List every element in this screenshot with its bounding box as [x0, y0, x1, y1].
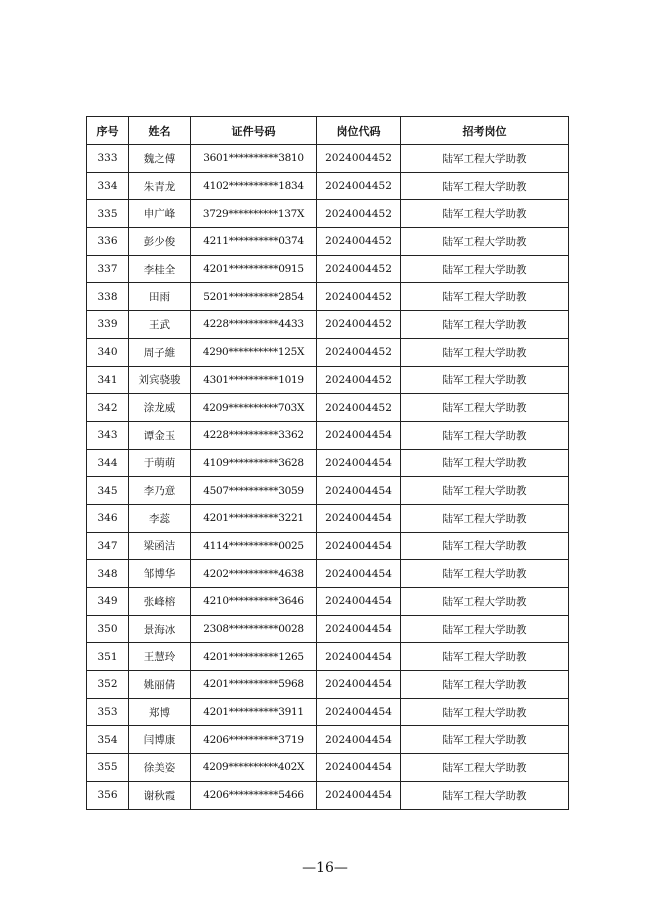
- table-row: [87, 588, 569, 616]
- table-row: [87, 754, 569, 782]
- cell-position: 陆军工程大学助教: [401, 283, 569, 311]
- cell-serial: 353: [87, 698, 129, 726]
- cell-position-code: 2024004454: [317, 643, 401, 671]
- table-row: [87, 781, 569, 809]
- cell-id-number: 3729**********137X: [191, 200, 317, 228]
- cell-serial: 336: [87, 228, 129, 256]
- cell-position-code: 2024004452: [317, 172, 401, 200]
- header-row: [87, 117, 569, 145]
- cell-serial: 338: [87, 283, 129, 311]
- cell-id-number: 4211**********0374: [191, 228, 317, 256]
- cell-id-number: 5201**********2854: [191, 283, 317, 311]
- cell-id-number: 4206**********3719: [191, 726, 317, 754]
- header-id-number: 证件号码: [191, 117, 317, 145]
- cell-position: 陆军工程大学助教: [401, 366, 569, 394]
- cell-position: 陆军工程大学助教: [401, 255, 569, 283]
- table-row: [87, 255, 569, 283]
- table-row: [87, 394, 569, 422]
- cell-position-code: 2024004452: [317, 228, 401, 256]
- cell-name: 于萌萌: [129, 449, 191, 477]
- cell-position-code: 2024004454: [317, 754, 401, 782]
- table-row: [87, 228, 569, 256]
- cell-position: 陆军工程大学助教: [401, 228, 569, 256]
- cell-name: 邹博华: [129, 560, 191, 588]
- cell-serial: 334: [87, 172, 129, 200]
- cell-name: 徐美姿: [129, 754, 191, 782]
- cell-name: 涂龙威: [129, 394, 191, 422]
- cell-id-number: 4201**********0915: [191, 255, 317, 283]
- cell-serial: 333: [87, 145, 129, 173]
- table-row: [87, 145, 569, 173]
- cell-serial: 354: [87, 726, 129, 754]
- cell-serial: 351: [87, 643, 129, 671]
- cell-id-number: 4206**********5466: [191, 781, 317, 809]
- page-number: —16—: [302, 860, 348, 876]
- cell-id-number: 4202**********4638: [191, 560, 317, 588]
- cell-serial: 347: [87, 532, 129, 560]
- cell-id-number: 4114**********0025: [191, 532, 317, 560]
- cell-name: 李蕊: [129, 504, 191, 532]
- cell-serial: 348: [87, 560, 129, 588]
- cell-position: 陆军工程大学助教: [401, 698, 569, 726]
- cell-position: 陆军工程大学助教: [401, 200, 569, 228]
- cell-id-number: 4201**********3221: [191, 504, 317, 532]
- cell-position-code: 2024004454: [317, 477, 401, 505]
- table-row: [87, 283, 569, 311]
- cell-position-code: 2024004454: [317, 588, 401, 616]
- cell-position-code: 2024004454: [317, 698, 401, 726]
- cell-serial: 355: [87, 754, 129, 782]
- cell-position: 陆军工程大学助教: [401, 338, 569, 366]
- table-row: [87, 172, 569, 200]
- cell-name: 申广峰: [129, 200, 191, 228]
- cell-serial: 350: [87, 615, 129, 643]
- cell-serial: 342: [87, 394, 129, 422]
- table-row: [87, 698, 569, 726]
- table-row: [87, 532, 569, 560]
- cell-position-code: 2024004454: [317, 421, 401, 449]
- cell-id-number: 4228**********3362: [191, 421, 317, 449]
- cell-name: 魏之傅: [129, 145, 191, 173]
- cell-position-code: 2024004452: [317, 255, 401, 283]
- cell-position-code: 2024004454: [317, 726, 401, 754]
- cell-position: 陆军工程大学助教: [401, 394, 569, 422]
- cell-id-number: 4210**********3646: [191, 588, 317, 616]
- table-row: [87, 671, 569, 699]
- cell-name: 王慧玲: [129, 643, 191, 671]
- cell-position-code: 2024004454: [317, 671, 401, 699]
- cell-name: 谢秋霞: [129, 781, 191, 809]
- cell-serial: 345: [87, 477, 129, 505]
- cell-name: 彭少俊: [129, 228, 191, 256]
- table-row: [87, 366, 569, 394]
- cell-position-code: 2024004452: [317, 311, 401, 339]
- cell-position-code: 2024004454: [317, 449, 401, 477]
- cell-position-code: 2024004454: [317, 532, 401, 560]
- cell-name: 张峰榕: [129, 588, 191, 616]
- table-row: [87, 615, 569, 643]
- cell-serial: 335: [87, 200, 129, 228]
- cell-position-code: 2024004452: [317, 145, 401, 173]
- cell-position: 陆军工程大学助教: [401, 504, 569, 532]
- cell-position-code: 2024004454: [317, 781, 401, 809]
- cell-name: 谭金玉: [129, 421, 191, 449]
- cell-id-number: 4507**********3059: [191, 477, 317, 505]
- cell-serial: 343: [87, 421, 129, 449]
- cell-position: 陆军工程大学助教: [401, 477, 569, 505]
- cell-position: 陆军工程大学助教: [401, 754, 569, 782]
- cell-id-number: 4201**********1265: [191, 643, 317, 671]
- cell-position-code: 2024004452: [317, 366, 401, 394]
- cell-position: 陆军工程大学助教: [401, 311, 569, 339]
- cell-id-number: 4109**********3628: [191, 449, 317, 477]
- cell-serial: 337: [87, 255, 129, 283]
- cell-name: 李乃意: [129, 477, 191, 505]
- header-position: 招考岗位: [401, 117, 569, 145]
- cell-position: 陆军工程大学助教: [401, 449, 569, 477]
- cell-name: 梁函洁: [129, 532, 191, 560]
- table-row: [87, 449, 569, 477]
- table-row: [87, 200, 569, 228]
- cell-position-code: 2024004454: [317, 615, 401, 643]
- cell-position: 陆军工程大学助教: [401, 615, 569, 643]
- cell-position-code: 2024004452: [317, 338, 401, 366]
- cell-name: 闫博康: [129, 726, 191, 754]
- cell-name: 姚丽倩: [129, 671, 191, 699]
- cell-position-code: 2024004452: [317, 200, 401, 228]
- cell-serial: 352: [87, 671, 129, 699]
- table-row: [87, 504, 569, 532]
- cell-position: 陆军工程大学助教: [401, 145, 569, 173]
- cell-id-number: 4209**********402X: [191, 754, 317, 782]
- header-name: 姓名: [129, 117, 191, 145]
- candidate-table: [86, 116, 569, 810]
- table-row: [87, 421, 569, 449]
- cell-position-code: 2024004452: [317, 283, 401, 311]
- cell-serial: 341: [87, 366, 129, 394]
- cell-name: 李桂全: [129, 255, 191, 283]
- cell-name: 周子維: [129, 338, 191, 366]
- cell-serial: 346: [87, 504, 129, 532]
- cell-name: 郑博: [129, 698, 191, 726]
- cell-id-number: 4201**********5968: [191, 671, 317, 699]
- cell-id-number: 4228**********4433: [191, 311, 317, 339]
- cell-id-number: 4201**********3911: [191, 698, 317, 726]
- cell-position: 陆军工程大学助教: [401, 781, 569, 809]
- table-row: [87, 338, 569, 366]
- cell-name: 王武: [129, 311, 191, 339]
- cell-serial: 340: [87, 338, 129, 366]
- cell-position-code: 2024004452: [317, 394, 401, 422]
- cell-position: 陆军工程大学助教: [401, 532, 569, 560]
- cell-name: 景海冰: [129, 615, 191, 643]
- table-row: [87, 643, 569, 671]
- cell-name: 朱青龙: [129, 172, 191, 200]
- cell-name: 田雨: [129, 283, 191, 311]
- cell-serial: 344: [87, 449, 129, 477]
- table-row: [87, 311, 569, 339]
- cell-id-number: 4209**********703X: [191, 394, 317, 422]
- cell-position: 陆军工程大学助教: [401, 421, 569, 449]
- cell-name: 刘宾骁骏: [129, 366, 191, 394]
- cell-position-code: 2024004454: [317, 560, 401, 588]
- header-position-code: 岗位代码: [317, 117, 401, 145]
- cell-position-code: 2024004454: [317, 504, 401, 532]
- cell-id-number: 4102**********1834: [191, 172, 317, 200]
- cell-id-number: 2308**********0028: [191, 615, 317, 643]
- cell-id-number: 4290**********125X: [191, 338, 317, 366]
- cell-serial: 349: [87, 588, 129, 616]
- table-body: [87, 145, 569, 810]
- table-header: [87, 117, 569, 145]
- table-row: [87, 726, 569, 754]
- table-row: [87, 560, 569, 588]
- cell-position: 陆军工程大学助教: [401, 726, 569, 754]
- cell-id-number: 3601**********3810: [191, 145, 317, 173]
- cell-serial: 356: [87, 781, 129, 809]
- table-row: [87, 477, 569, 505]
- cell-position: 陆军工程大学助教: [401, 588, 569, 616]
- cell-id-number: 4301**********1019: [191, 366, 317, 394]
- cell-serial: 339: [87, 311, 129, 339]
- header-serial: 序号: [87, 117, 129, 145]
- cell-position: 陆军工程大学助教: [401, 671, 569, 699]
- cell-position: 陆军工程大学助教: [401, 172, 569, 200]
- cell-position: 陆军工程大学助教: [401, 643, 569, 671]
- cell-position: 陆军工程大学助教: [401, 560, 569, 588]
